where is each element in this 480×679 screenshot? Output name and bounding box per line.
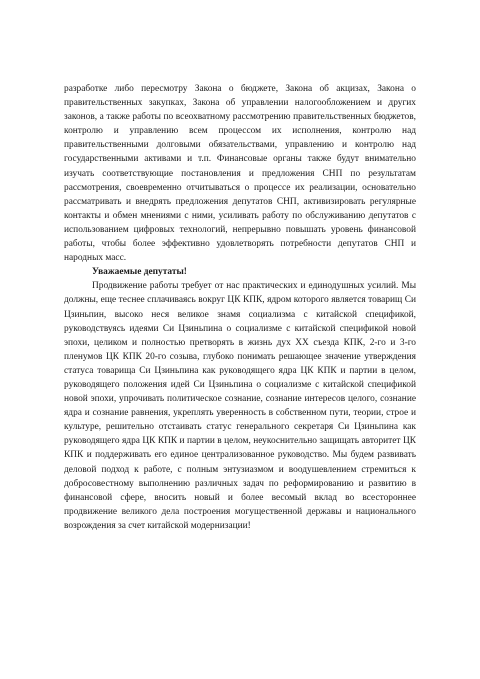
- body-paragraph: Продвижение работы требует от нас практических и единодушных усилий. Мы должны, еще теснее сплачиваясь вокруг ЦК КПК, ядром которого является товарищ Си Цзиньпин, высоко неся великое знамя социализма с китайской спецификой, руководствуясь идеями Си Цзиньпина о социализме с китайской спецификой новой эпохи, целиком и полностью претворять в жизнь дух ХХ съезда КПК, 2-го и 3-го пленумов ЦК КПК 20-го созыва, глубоко понимать решающее значение утверждения статуса товарища Си Цзиньпина как руководящего ядра ЦК КПК и партии в целом, руководящего положения идей Си Цзиньпина о социализме с китайской спецификой новой эпохи, упрочивать политическое сознание, сознание интересов целого, сознание ядра и сознание равнения, укреплять уверенность в собственном пути, теории, строе и культуре, решительно отстаивать статус генерального секретаря Си Цзиньпина как руководящего ядра ЦК КПК и партии в целом, неукоснительно защищать авторитет ЦК КПК и поддерживать его единое централизованное руководство. Мы будем развивать деловой подход к работе, с полным энтузиазмом и воодушевлением стремиться к добросовестному выполнению различных задач по реформированию и развитию в финансовой сфере, вносить новый и более весомый вклад во всестороннее продвижение великого дела построения могущественной державы и национального возрождения за счет китайской модернизации!: [64, 281, 416, 531]
- body-paragraph-continued: разработке либо пересмотру Закона о бюджете, Закона об акцизах, Закона о правительственных закупках, Закона об управлении налогообложением и других законов, а также работы по всеохватному рассмотрению правительственных бюджетов, контролю и управлению всем процессом их исполнения, контролю над правительственными долговыми обязательствами, управлению и контролю над государственными активами и т.п. Финансовые органы также будут внимательно изучать соответствующие постановления и предложения СНП по результатам рассмотрения, своевременно отчитываться о процессе их реализации, основательно рассматривать и внедрять предложения депутатов СНП, активизировать регулярные контакты и обмен мнениями с ними, усиливать работу по обслуживанию депутатов с использованием цифровых технологий, непрерывно повышать уровень финансовой работы, чтобы более эффективно удовлетворять потребности депутатов СНП и народных масс.: [64, 84, 416, 264]
- section-heading: Уважаемые депутаты!: [92, 267, 187, 278]
